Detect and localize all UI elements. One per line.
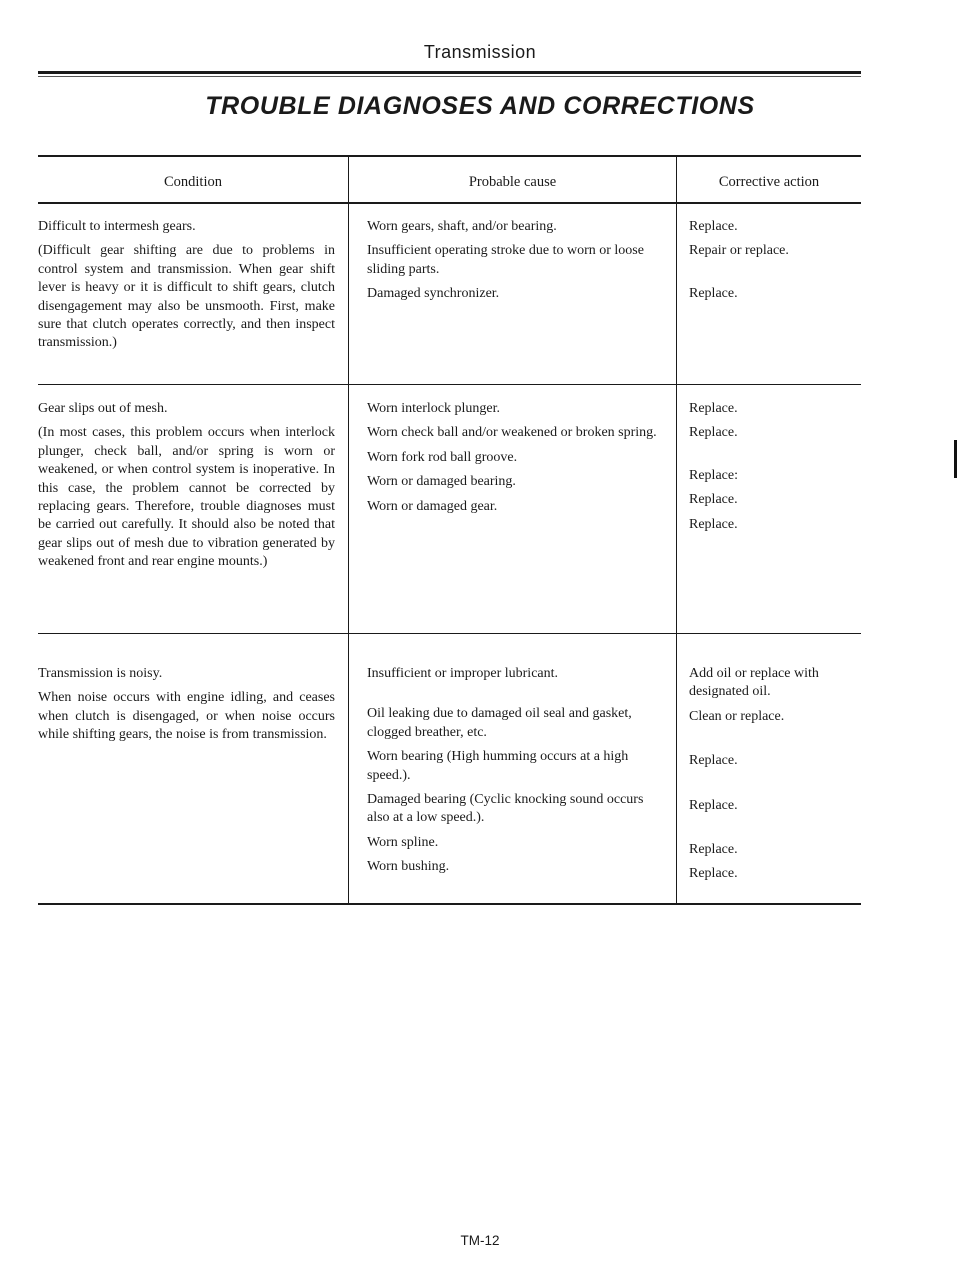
condition-note: (Difficult gear shifting are due to problems in control system and transmission. When gear shift lever is heavy or it is difficult to shift gears, clutch disengagement may also be unsmooth. First, make sure that clutch operates correctly, and then inspect transmission.)	[38, 243, 335, 351]
header-rule	[38, 71, 861, 74]
action-item: Replace.	[689, 516, 738, 532]
header-probable-cause: Probable cause	[468, 174, 557, 190]
margin-mark	[954, 440, 957, 478]
action-item: Clean or replace.	[689, 708, 785, 724]
header-condition: Condition	[163, 174, 222, 190]
header-rule-thin	[38, 76, 861, 77]
cause-item: Worn gears, shaft, and/or bearing.	[367, 219, 557, 234]
condition-title: Transmission is noisy.	[38, 666, 163, 681]
cause-item: Worn or damaged bearing.	[367, 474, 516, 490]
table-header-rule	[38, 202, 861, 204]
condition-note: When noise occurs with engine idling, and ceases when clutch is disengaged, or when noise occurs while shifting gears, the noise is from transmission.	[38, 690, 335, 743]
cause-item: Worn spline.	[367, 834, 439, 850]
cause-item: Insufficient or improper lubricant.	[367, 666, 559, 681]
condition-title: Gear slips out of mesh.	[38, 401, 168, 416]
section-header: Transmission	[423, 42, 537, 62]
table-row-3-actions	[689, 665, 859, 890]
table-row-1-condition	[38, 218, 335, 359]
table-row-1-actions	[689, 218, 859, 309]
cause-item: Worn or damaged gear.	[367, 498, 498, 514]
action-item: Replace.	[689, 492, 738, 508]
table-row-2-causes	[367, 400, 657, 522]
cause-item: Damaged synchronizer.	[367, 286, 500, 302]
action-item: Replace.	[689, 797, 738, 813]
cause-item: Damaged bearing (Cyclic knocking sound occurs also at a low speed.).	[367, 792, 644, 826]
cause-item: Insufficient operating stroke due to worn or loose sliding parts.	[367, 243, 644, 277]
table-row-1-causes	[367, 218, 657, 310]
action-item: Replace.	[689, 842, 738, 858]
action-item: Replace.	[689, 425, 738, 441]
cause-item: Worn bearing (High humming occurs at a high speed.).	[367, 749, 629, 783]
cause-item: Oil leaking due to damaged oil seal and gasket, clogged breather, etc.	[367, 706, 632, 740]
table-row-2-condition	[38, 400, 335, 578]
condition-title: Difficult to intermesh gears.	[38, 219, 196, 234]
cause-item: Worn bushing.	[367, 859, 450, 875]
page-title: TROUBLE DIAGNOSES AND CORRECTIONS	[205, 92, 755, 120]
table-row-3-causes	[367, 665, 657, 883]
table-bottom-rule	[38, 903, 861, 905]
row-divider	[38, 633, 861, 634]
table-row-3-condition	[38, 665, 335, 751]
action-item: Add oil or replace with designated oil.	[689, 666, 819, 700]
header-corrective-action: Corrective action	[718, 174, 820, 190]
column-divider	[348, 155, 349, 905]
condition-note: (In most cases, this problem occurs when interlock plunger, check ball, and/or spring is worn or weakened, or when control system is inoperative. In this case, the problem cannot be corrected by replacing gears. Therefore, trouble diagnoses must be carried out carefully. It should also be noted that gear slips out of mesh due to vibration generated by weakened front and rear engine mounts.)	[38, 425, 335, 570]
action-item: Replace.	[689, 219, 738, 234]
action-item: Repair or replace.	[689, 243, 789, 259]
table-row-2-actions	[689, 400, 859, 540]
diagnosis-table	[38, 155, 861, 905]
action-item: Replace.	[689, 866, 738, 882]
column-divider	[676, 155, 677, 905]
cause-item: Worn fork rod ball groove.	[367, 449, 518, 465]
cause-item: Worn check ball and/or weakened or broken spring.	[367, 425, 657, 441]
action-item: Replace:	[689, 467, 738, 483]
page-number: TM-12	[460, 1233, 500, 1248]
action-item: Replace.	[689, 753, 738, 769]
row-divider	[38, 384, 861, 385]
action-item: Replace.	[689, 401, 738, 416]
table-top-rule	[38, 155, 861, 157]
cause-item: Worn interlock plunger.	[367, 401, 501, 416]
action-item: Replace.	[689, 285, 738, 301]
